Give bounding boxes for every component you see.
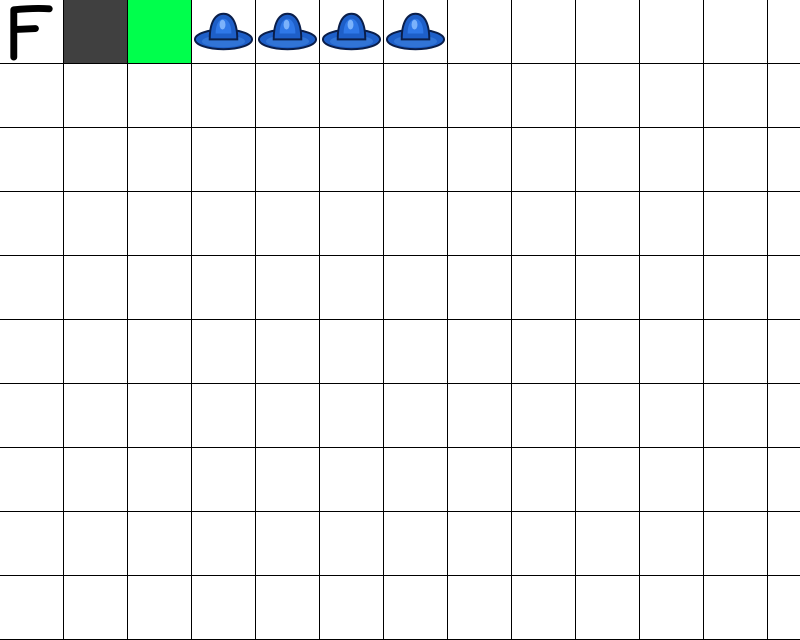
grid-cell[interactable] [128,64,192,128]
grid-cell[interactable] [320,576,384,640]
grid-cell-hat[interactable] [320,0,384,64]
green-tile[interactable] [128,0,192,64]
grid-cell[interactable] [64,320,128,384]
grid-row [0,64,800,128]
grid-cell[interactable] [768,256,800,320]
grid-cell[interactable] [320,64,384,128]
grid-cell[interactable] [512,512,576,576]
dark-gray-tile[interactable] [64,0,128,64]
grid-cell[interactable] [768,320,800,384]
grid-cell[interactable] [704,64,768,128]
grid-cell[interactable] [768,384,800,448]
grid-cell[interactable] [448,448,512,512]
grid-row [0,192,800,256]
grid-cell[interactable] [320,320,384,384]
grid-cell[interactable] [256,128,320,192]
grid-cell[interactable] [448,576,512,640]
grid-cell[interactable] [192,512,256,576]
grid-cell-hat[interactable] [384,0,448,64]
grid-cell[interactable] [448,512,512,576]
grid-cell[interactable] [384,320,448,384]
grid-cell[interactable] [0,512,64,576]
grid-cell[interactable] [128,448,192,512]
grid-cell[interactable] [128,192,192,256]
grid-cell[interactable] [320,512,384,576]
grid-cell[interactable] [64,128,128,192]
grid-cell[interactable] [704,576,768,640]
grid-cell[interactable] [512,192,576,256]
letter-f-icon [0,0,63,63]
grid-cell[interactable] [576,384,640,448]
grid-cell[interactable] [320,384,384,448]
grid-cell-hat[interactable] [256,0,320,64]
grid-cell[interactable] [320,128,384,192]
grid-row [0,448,800,512]
grid-cell[interactable] [128,576,192,640]
grid-cell[interactable] [768,192,800,256]
grid-cell[interactable] [448,128,512,192]
grid-row [0,320,800,384]
blue-hat-icon [320,0,383,63]
grid-cell[interactable] [576,512,640,576]
grid-cell[interactable] [704,256,768,320]
grid-cell[interactable] [640,576,704,640]
grid-cell[interactable] [768,128,800,192]
grid-cell[interactable] [704,384,768,448]
grid-cell[interactable] [192,576,256,640]
grid-cell[interactable] [768,512,800,576]
grid-cell[interactable] [576,576,640,640]
grid-cell[interactable] [640,0,704,64]
grid-cell[interactable] [0,192,64,256]
grid-cell[interactable] [768,0,800,64]
grid-cell[interactable] [384,128,448,192]
grid-cell[interactable] [192,128,256,192]
grid-row [0,384,800,448]
grid-cell[interactable] [128,128,192,192]
grid-cell[interactable] [448,320,512,384]
grid-cell[interactable] [512,0,576,64]
grid-cell[interactable] [384,256,448,320]
grid-cell[interactable] [192,192,256,256]
grid-cell[interactable] [192,64,256,128]
grid-row [0,512,800,576]
grid-cell[interactable] [192,384,256,448]
grid-cell[interactable] [384,384,448,448]
grid-cell[interactable] [512,128,576,192]
grid-cell[interactable] [128,256,192,320]
grid-cell[interactable] [256,512,320,576]
grid-cell[interactable] [64,192,128,256]
grid-cell[interactable] [128,320,192,384]
grid-cell[interactable] [64,64,128,128]
blue-hat-icon [256,0,319,63]
grid-cell[interactable] [640,448,704,512]
grid-cell[interactable] [448,192,512,256]
grid-cell[interactable] [512,448,576,512]
grid-cell[interactable] [384,192,448,256]
grid-cell[interactable] [576,448,640,512]
grid-cell[interactable] [256,256,320,320]
grid-cell[interactable] [640,192,704,256]
grid-cell[interactable] [768,64,800,128]
grid-cell[interactable] [704,0,768,64]
grid-cell[interactable] [448,384,512,448]
grid-cell[interactable] [384,576,448,640]
grid-cell[interactable] [384,512,448,576]
blue-hat-icon [192,0,255,63]
grid-cell[interactable] [704,512,768,576]
grid-cell[interactable] [768,448,800,512]
grid-cell[interactable] [512,256,576,320]
grid-cell[interactable] [704,192,768,256]
grid-cell[interactable] [192,256,256,320]
grid-cell[interactable] [256,320,320,384]
grid-cell[interactable] [192,448,256,512]
grid-cell[interactable] [640,128,704,192]
grid-cell[interactable] [640,384,704,448]
grid-cell[interactable] [512,320,576,384]
grid-cell[interactable] [384,448,448,512]
grid-cell[interactable] [320,256,384,320]
grid-cell[interactable] [64,448,128,512]
grid-cell[interactable] [64,512,128,576]
grid-cell[interactable] [0,256,64,320]
grid-cell[interactable] [0,448,64,512]
grid-row [0,576,800,640]
grid-cell-letter[interactable] [0,0,64,64]
grid-cell[interactable] [256,576,320,640]
grid-cell[interactable] [704,320,768,384]
grid-cell[interactable] [256,448,320,512]
grid-cell[interactable] [576,192,640,256]
grid-cell[interactable] [256,192,320,256]
grid-cell[interactable] [576,0,640,64]
grid-cell[interactable] [768,576,800,640]
grid-cell[interactable] [320,192,384,256]
grid-cell[interactable] [384,64,448,128]
grid-row [0,256,800,320]
grid-cell[interactable] [512,384,576,448]
grid-cell[interactable] [64,256,128,320]
grid-cell[interactable] [0,576,64,640]
grid-cell[interactable] [128,512,192,576]
grid-cell[interactable] [0,128,64,192]
grid-cell[interactable] [192,320,256,384]
grid-cell[interactable] [704,128,768,192]
grid-cell[interactable] [512,576,576,640]
grid-cell[interactable] [64,384,128,448]
grid-cell[interactable] [256,384,320,448]
grid-cell[interactable] [0,320,64,384]
grid-cell[interactable] [576,128,640,192]
grid-cell-hat[interactable] [192,0,256,64]
grid-row [0,0,800,64]
grid-cell[interactable] [640,512,704,576]
grid-row [0,128,800,192]
grid-cell[interactable] [448,256,512,320]
grid-cell[interactable] [576,256,640,320]
grid-cell[interactable] [256,64,320,128]
grid-cell[interactable] [576,320,640,384]
grid-cell[interactable] [0,64,64,128]
grid-cell[interactable] [576,64,640,128]
grid-cell[interactable] [640,320,704,384]
grid-cell[interactable] [448,0,512,64]
blue-hat-icon [384,0,447,63]
grid-cell[interactable] [448,64,512,128]
grid-cell[interactable] [640,64,704,128]
grid-cell[interactable] [128,384,192,448]
grid-cell[interactable] [704,448,768,512]
grid-cell[interactable] [0,384,64,448]
grid-cell[interactable] [64,576,128,640]
grid-cell[interactable] [640,256,704,320]
grid-cell[interactable] [512,64,576,128]
grid-cell[interactable] [320,448,384,512]
